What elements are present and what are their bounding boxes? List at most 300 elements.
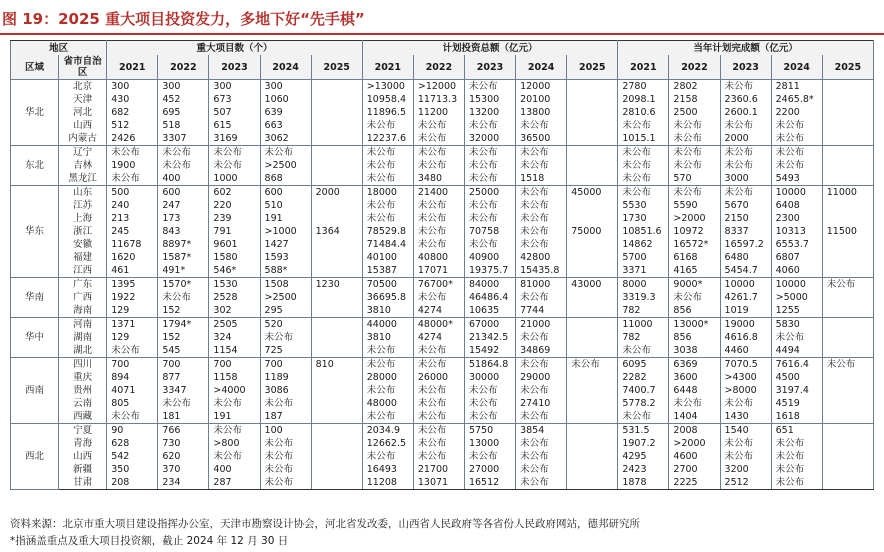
project-count-cell: 507 [209,106,260,119]
project-count-cell: 400 [158,172,209,186]
project-count-cell: 187 [260,410,311,424]
project-count-cell: 663 [260,119,311,132]
planned-investment-cell [567,344,618,358]
planned-investment-cell: 未公布 [464,450,515,463]
table-row [11,437,874,450]
annual-completion-cell: 856 [669,304,720,318]
province-cell: 上海 [59,212,107,225]
annual-completion-cell: 1907.2 [618,437,669,450]
project-count-cell: 3307 [158,132,209,146]
header-year: 2023 [464,55,515,80]
annual-completion-cell: 6448 [669,384,720,397]
project-count-cell: 239 [209,212,260,225]
project-count-cell: 673 [209,93,260,106]
planned-investment-cell: 13071 [413,476,464,490]
planned-investment-cell: 67000 [464,318,515,332]
province-cell: 安徽 [59,238,107,251]
project-count-cell: 2528 [209,291,260,304]
planned-investment-cell: 48000* [413,318,464,332]
annual-completion-cell [822,410,873,424]
planned-investment-cell: 71484.4 [362,238,413,251]
annual-completion-cell: 570 [669,172,720,186]
annual-completion-cell: 7070.5 [720,358,771,372]
table-row [11,476,874,490]
annual-completion-cell [822,304,873,318]
planned-investment-cell [567,212,618,225]
planned-investment-cell: 13200 [464,106,515,119]
project-count-cell: 220 [209,199,260,212]
planned-investment-cell: 未公布 [464,80,515,94]
province-cell: 北京 [59,80,107,94]
planned-investment-cell: 未公布 [464,212,515,225]
annual-completion-cell: 5700 [618,251,669,264]
planned-investment-cell: 未公布 [464,238,515,251]
project-count-cell: 600 [158,186,209,200]
project-count-cell: >800 [209,437,260,450]
table-row [11,371,874,384]
investment-table-wrapper [10,40,874,490]
source-note: 资料来源：北京市重大项目建设指挥办公室，天津市勘察设计协会，河北省发改委，山西省人民政府等各省份人民政府网站，德邦研究所 [10,518,640,530]
annual-completion-cell: 2423 [618,463,669,476]
annual-completion-cell: 1404 [669,410,720,424]
province-cell: 海南 [59,304,107,318]
annual-completion-cell [822,424,873,438]
annual-completion-cell: 3371 [618,264,669,278]
planned-investment-cell: 40900 [464,251,515,264]
planned-investment-cell [567,424,618,438]
project-count-cell: 700 [209,358,260,372]
annual-completion-cell: 3319.3 [618,291,669,304]
annual-completion-cell: 未公布 [669,186,720,200]
annual-completion-cell [822,132,873,146]
annual-completion-cell: 10972 [669,225,720,238]
planned-investment-cell: >12000 [413,80,464,94]
annual-completion-cell: 2811 [771,80,822,94]
annual-completion-cell [822,450,873,463]
project-count-cell: 152 [158,304,209,318]
annual-completion-cell [822,159,873,172]
planned-investment-cell [567,132,618,146]
region-cell: 华南 [11,278,59,318]
planned-investment-cell: 未公布 [516,450,567,463]
planned-investment-cell: 未公布 [516,119,567,132]
annual-completion-cell: 未公布 [669,132,720,146]
planned-investment-cell [567,93,618,106]
project-count-cell [311,93,362,106]
project-count-cell: 700 [107,358,158,372]
project-count-cell: 未公布 [260,463,311,476]
project-count-cell: 1794* [158,318,209,332]
project-count-cell: 615 [209,119,260,132]
annual-completion-cell: 未公布 [669,146,720,160]
table-row [11,278,874,292]
planned-investment-cell [567,119,618,132]
project-count-cell [311,463,362,476]
province-cell: 天津 [59,93,107,106]
planned-investment-cell: 未公布 [516,238,567,251]
annual-completion-cell: 未公布 [720,159,771,172]
annual-completion-cell: 1618 [771,410,822,424]
annual-completion-cell: 2158 [669,93,720,106]
project-count-cell: 1508 [260,278,311,292]
planned-investment-cell: 44000 [362,318,413,332]
planned-investment-cell: 11713.3 [413,93,464,106]
annual-completion-cell: 未公布 [771,450,822,463]
province-cell: 湖南 [59,331,107,344]
annual-completion-cell: 6807 [771,251,822,264]
annual-completion-cell: 19000 [720,318,771,332]
annual-completion-cell: 未公布 [618,410,669,424]
project-count-cell [311,238,362,251]
annual-completion-cell: 未公布 [669,119,720,132]
project-count-cell: 868 [260,172,311,186]
project-count-cell: 234 [158,476,209,490]
project-count-cell: 9601 [209,238,260,251]
project-count-cell: 628 [107,437,158,450]
project-count-cell: 未公布 [107,146,158,160]
project-count-cell [311,476,362,490]
planned-investment-cell: 未公布 [413,199,464,212]
planned-investment-cell: 未公布 [464,159,515,172]
planned-investment-cell: 36500 [516,132,567,146]
project-count-cell: 191 [209,410,260,424]
header-row-groups [11,41,874,56]
annual-completion-cell: 未公布 [669,291,720,304]
header-year: 2021 [107,55,158,80]
planned-investment-cell: 19375.7 [464,264,515,278]
table-row [11,318,874,332]
province-cell: 黑龙江 [59,172,107,186]
planned-investment-cell [567,450,618,463]
annual-completion-cell: 3038 [669,344,720,358]
planned-investment-cell: 未公布 [464,119,515,132]
planned-investment-cell: 16512 [464,476,515,490]
annual-completion-cell: 6480 [720,251,771,264]
project-count-cell: 512 [107,119,158,132]
project-count-cell: 1570* [158,278,209,292]
annual-completion-cell: 3200 [720,463,771,476]
table-row [11,212,874,225]
planned-investment-cell: 7744 [516,304,567,318]
annual-completion-cell [822,344,873,358]
planned-investment-cell [567,318,618,332]
header-year: 2021 [362,55,413,80]
table-row [11,264,874,278]
planned-investment-cell: 15492 [464,344,515,358]
project-count-cell [311,371,362,384]
project-count-cell: 100 [260,424,311,438]
project-count-cell: 1922 [107,291,158,304]
annual-completion-cell [822,437,873,450]
table-row [11,304,874,318]
region-cell: 东北 [11,146,59,186]
planned-investment-cell: 15435.8 [516,264,567,278]
header-year: 2024 [516,55,567,80]
planned-investment-cell: 21400 [413,186,464,200]
project-count-cell: 520 [260,318,311,332]
project-count-cell: 302 [209,304,260,318]
planned-investment-cell: 未公布 [413,424,464,438]
planned-investment-cell: 45000 [567,186,618,200]
project-count-cell: 300 [158,80,209,94]
project-count-cell: 725 [260,344,311,358]
project-count-cell [311,172,362,186]
planned-investment-cell: 13800 [516,106,567,119]
project-count-cell: 1230 [311,278,362,292]
project-count-cell [311,146,362,160]
project-count-cell: 2000 [311,186,362,200]
planned-investment-cell [567,304,618,318]
planned-investment-cell: 未公布 [516,291,567,304]
project-count-cell: 461 [107,264,158,278]
planned-investment-cell: 25000 [464,186,515,200]
table-row [11,186,874,200]
project-count-cell: 1427 [260,238,311,251]
header-year: 2025 [311,55,362,80]
project-count-cell: 191 [260,212,311,225]
header-group-count: 重大项目数（个） [107,41,363,56]
annual-completion-cell [822,238,873,251]
project-count-cell: 518 [158,119,209,132]
annual-completion-cell: 2512 [720,476,771,490]
province-cell: 江苏 [59,199,107,212]
annual-completion-cell: 未公布 [720,437,771,450]
table-row [11,132,874,146]
region-cell: 西南 [11,358,59,424]
project-count-cell: 1593 [260,251,311,264]
annual-completion-cell: 9000* [669,278,720,292]
province-cell: 浙江 [59,225,107,238]
project-count-cell: 620 [158,450,209,463]
project-count-cell: 1395 [107,278,158,292]
planned-investment-cell: 21000 [516,318,567,332]
project-count-cell: 1620 [107,251,158,264]
annual-completion-cell: 4519 [771,397,822,410]
investment-table [10,40,874,490]
annual-completion-cell: 3197.4 [771,384,822,397]
planned-investment-cell: 未公布 [362,119,413,132]
header-group-done: 当年计划完成额（亿元） [618,41,874,56]
table-row [11,80,874,94]
project-count-cell [311,106,362,119]
project-count-cell [311,119,362,132]
project-count-cell [311,344,362,358]
project-count-cell: 602 [209,186,260,200]
planned-investment-cell: 2034.9 [362,424,413,438]
planned-investment-cell: 未公布 [464,384,515,397]
project-count-cell: 240 [107,199,158,212]
planned-investment-cell: 4274 [413,331,464,344]
project-count-cell [311,437,362,450]
annual-completion-cell: 3600 [669,371,720,384]
project-count-cell: 1587* [158,251,209,264]
project-count-cell: 129 [107,331,158,344]
planned-investment-cell: 1518 [516,172,567,186]
province-cell: 甘肃 [59,476,107,490]
annual-completion-cell: 2300 [771,212,822,225]
annual-completion-cell: 1019 [720,304,771,318]
project-count-cell: 1158 [209,371,260,384]
province-cell: 广东 [59,278,107,292]
planned-investment-cell: 11200 [413,106,464,119]
annual-completion-cell: 2008 [669,424,720,438]
planned-investment-cell: 未公布 [516,463,567,476]
planned-investment-cell [567,331,618,344]
table-row [11,463,874,476]
annual-completion-cell: 11500 [822,225,873,238]
project-count-cell: 未公布 [158,159,209,172]
annual-completion-cell: 5530 [618,199,669,212]
planned-investment-cell [567,80,618,94]
annual-completion-cell: 4060 [771,264,822,278]
annual-completion-cell: 4261.7 [720,291,771,304]
project-count-cell: 未公布 [107,344,158,358]
annual-completion-cell: 未公布 [618,159,669,172]
province-cell: 河北 [59,106,107,119]
annual-completion-cell: 8000 [618,278,669,292]
province-cell: 新疆 [59,463,107,476]
project-count-cell: 未公布 [209,450,260,463]
annual-completion-cell: 2282 [618,371,669,384]
header-year: 2022 [669,55,720,80]
planned-investment-cell: 16493 [362,463,413,476]
annual-completion-cell [822,397,873,410]
planned-investment-cell: 未公布 [362,384,413,397]
planned-investment-cell: 未公布 [464,199,515,212]
project-count-cell: 未公布 [209,424,260,438]
project-count-cell [311,212,362,225]
annual-completion-cell: 1540 [720,424,771,438]
planned-investment-cell: 未公布 [464,397,515,410]
annual-completion-cell [822,106,873,119]
annual-completion-cell: 4295 [618,450,669,463]
annual-completion-cell: 7400.7 [618,384,669,397]
project-count-cell: 370 [158,463,209,476]
planned-investment-cell: 未公布 [516,437,567,450]
annual-completion-cell: 4494 [771,344,822,358]
project-count-cell [311,291,362,304]
planned-investment-cell: 未公布 [413,358,464,372]
project-count-cell: >4000 [209,384,260,397]
project-count-cell: 510 [260,199,311,212]
project-count-cell: 682 [107,106,158,119]
project-count-cell [311,331,362,344]
planned-investment-cell: 10635 [464,304,515,318]
planned-investment-cell: 未公布 [362,146,413,160]
province-cell: 重庆 [59,371,107,384]
province-cell: 福建 [59,251,107,264]
project-count-cell: 491* [158,264,209,278]
planned-investment-cell: 未公布 [362,410,413,424]
planned-investment-cell [567,159,618,172]
planned-investment-cell: 84000 [464,278,515,292]
annual-completion-cell: 4600 [669,450,720,463]
annual-completion-cell: 2225 [669,476,720,490]
annual-completion-cell: 782 [618,304,669,318]
annual-completion-cell: 未公布 [720,80,771,94]
planned-investment-cell: 17071 [413,264,464,278]
annual-completion-cell: 8337 [720,225,771,238]
project-count-cell: 未公布 [260,146,311,160]
annual-completion-cell: 5830 [771,318,822,332]
planned-investment-cell: 未公布 [362,358,413,372]
annual-completion-cell: 未公布 [720,397,771,410]
annual-completion-cell: 5778.2 [618,397,669,410]
annual-completion-cell: 4460 [720,344,771,358]
planned-investment-cell: 75000 [567,225,618,238]
project-count-cell: 766 [158,424,209,438]
planned-investment-cell: 未公布 [516,225,567,238]
annual-completion-cell [822,80,873,94]
planned-investment-cell: 未公布 [464,146,515,160]
planned-investment-cell: 70500 [362,278,413,292]
project-count-cell: 695 [158,106,209,119]
annual-completion-cell: 4165 [669,264,720,278]
annual-completion-cell: 2810.6 [618,106,669,119]
annual-completion-cell [822,199,873,212]
planned-investment-cell: 未公布 [516,476,567,490]
project-count-cell: 245 [107,225,158,238]
table-row [11,358,874,372]
header-year: 2025 [567,55,618,80]
annual-completion-cell: 未公布 [720,186,771,200]
region-cell: 华北 [11,80,59,146]
province-cell: 山西 [59,119,107,132]
project-count-cell: 未公布 [158,291,209,304]
header-year: 2025 [822,55,873,80]
project-count-cell: 1900 [107,159,158,172]
annual-completion-cell [822,146,873,160]
planned-investment-cell: 未公布 [413,119,464,132]
planned-investment-cell: 46486.4 [464,291,515,304]
planned-investment-cell: >13000 [362,80,413,94]
province-cell: 西藏 [59,410,107,424]
planned-investment-cell: 未公布 [516,212,567,225]
project-count-cell: 400 [209,463,260,476]
planned-investment-cell: 未公布 [362,212,413,225]
annual-completion-cell: >5000 [771,291,822,304]
planned-investment-cell: 36695.8 [362,291,413,304]
annual-completion-cell: 10000 [771,186,822,200]
planned-investment-cell: 43000 [567,278,618,292]
annual-completion-cell: 10000 [720,278,771,292]
planned-investment-cell: 未公布 [516,199,567,212]
table-row [11,159,874,172]
project-count-cell: 3169 [209,132,260,146]
planned-investment-cell: 12662.5 [362,437,413,450]
annual-completion-cell: 2098.1 [618,93,669,106]
header-group-invest: 计划投资总额（亿元） [362,41,618,56]
annual-completion-cell: 4500 [771,371,822,384]
annual-completion-cell: 1430 [720,410,771,424]
planned-investment-cell: 11208 [362,476,413,490]
planned-investment-cell: 未公布 [413,146,464,160]
title-divider [0,33,884,35]
planned-investment-cell: 27410 [516,397,567,410]
table-row [11,106,874,119]
annual-completion-cell: 13000* [669,318,720,332]
annual-completion-cell: 3000 [720,172,771,186]
planned-investment-cell: 未公布 [516,384,567,397]
annual-completion-cell: >2000 [669,212,720,225]
annual-completion-cell: 6553.7 [771,238,822,251]
project-count-cell: 未公布 [158,397,209,410]
annual-completion-cell: 11000 [618,318,669,332]
annual-completion-cell: 未公布 [771,331,822,344]
project-count-cell: 300 [260,80,311,94]
annual-completion-cell: 未公布 [720,146,771,160]
table-row [11,119,874,132]
